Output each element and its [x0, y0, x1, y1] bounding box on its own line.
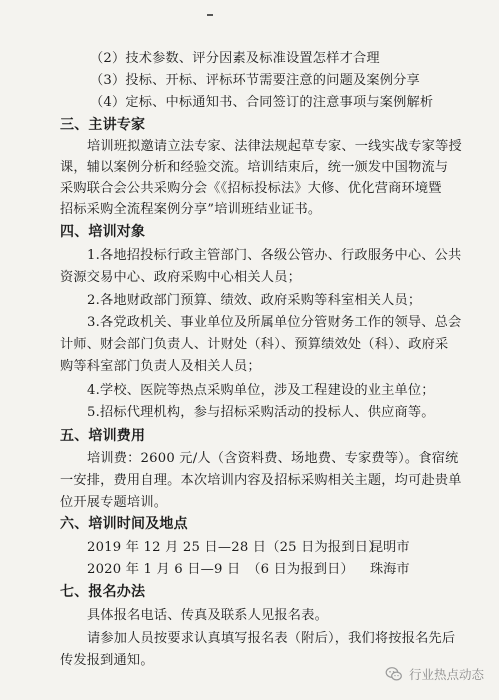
session-city: 珠海市	[370, 562, 410, 577]
wechat-logo-icon	[385, 665, 403, 683]
watermark-text: 行业热点动态	[409, 667, 485, 682]
section-7-line: 请参加人员按要求认真填写报名表（附后），我们将按报名先后	[87, 631, 456, 646]
section-7-line: 传发报到通知。	[60, 653, 154, 668]
section-4-line: 1.各地招投标行政主管部门、各级公管办、行政服务中心、公共	[87, 248, 462, 263]
watermark	[385, 662, 484, 686]
section-6-heading: 六、培训时间及地点	[60, 516, 188, 532]
section-5-line: 位开展专题培训。	[60, 495, 168, 510]
section-4-line: 资源交易中心、政府采购中心相关人员；	[60, 270, 301, 285]
section-3-line: 培训班拟邀请立法专家、法律法规起草专家、一线实战专家等授	[87, 139, 462, 154]
list-item-2: （2）技术参数、评分因素及标准设置怎样才合理	[90, 51, 380, 66]
session-dates: 2019 年 12 月 25 日—28 日（25 日为报到日）	[87, 540, 382, 555]
section-4-line: 购等科室部门负责人及相关人员；	[60, 359, 261, 374]
section-4-line: 计师、财会部门负责人、计财处（科）、预算绩效处（科）、政府采	[60, 337, 449, 352]
section-5-line: 培训费：2600 元/人（含资料费、场地费、专家费等）。食宿统	[87, 451, 459, 466]
section-7-heading: 七、报名办法	[60, 584, 146, 600]
page-mark	[207, 14, 213, 16]
section-4-line: 2.各地财政部门预算、绩效、政府采购等科室相关人员；	[87, 293, 422, 308]
list-item-3: （3）投标、开标、评标环节需要注意的问题及案例分享	[90, 73, 420, 88]
section-3-line: 招标采购全流程案例分享”培训班结业证书。	[60, 202, 322, 217]
section-3-line: 采购联合会公共采购分会《《招标投标法》大修、优化营商环境暨	[60, 181, 442, 196]
session-city: 昆明市	[370, 540, 410, 555]
session-dates: 2020 年 1 月 6 日—9 日 （6 日为报到日）	[87, 562, 354, 577]
section-3-heading: 三、主讲专家	[60, 117, 146, 133]
section-4-line: 5.招标代理机构，参与招标采购活动的投标人、供应商等。	[87, 405, 435, 420]
section-7-line: 具体报名电话、传真及联系人见报名表。	[87, 608, 328, 623]
section-3-line: 课，辅以案例分析和经验交流。培训结束后，统一颁发中国物流与	[60, 160, 449, 175]
list-item-4: （4）定标、中标通知书、合同签订的注意事项与案例解析	[90, 95, 434, 110]
section-4-line: 4.学校、医院等热点采购单位，涉及工程建设的业主单位；	[87, 383, 435, 398]
section-4-heading: 四、培训对象	[60, 224, 146, 240]
section-5-heading: 五、培训费用	[60, 428, 146, 444]
section-5-line: 一安排，费用自理。本次培训内容及招标采购相关主题，均可赴贵单	[60, 473, 462, 488]
section-4-line: 3.各党政机关、事业单位及所属单位分管财务工作的领导、总会	[87, 315, 462, 330]
